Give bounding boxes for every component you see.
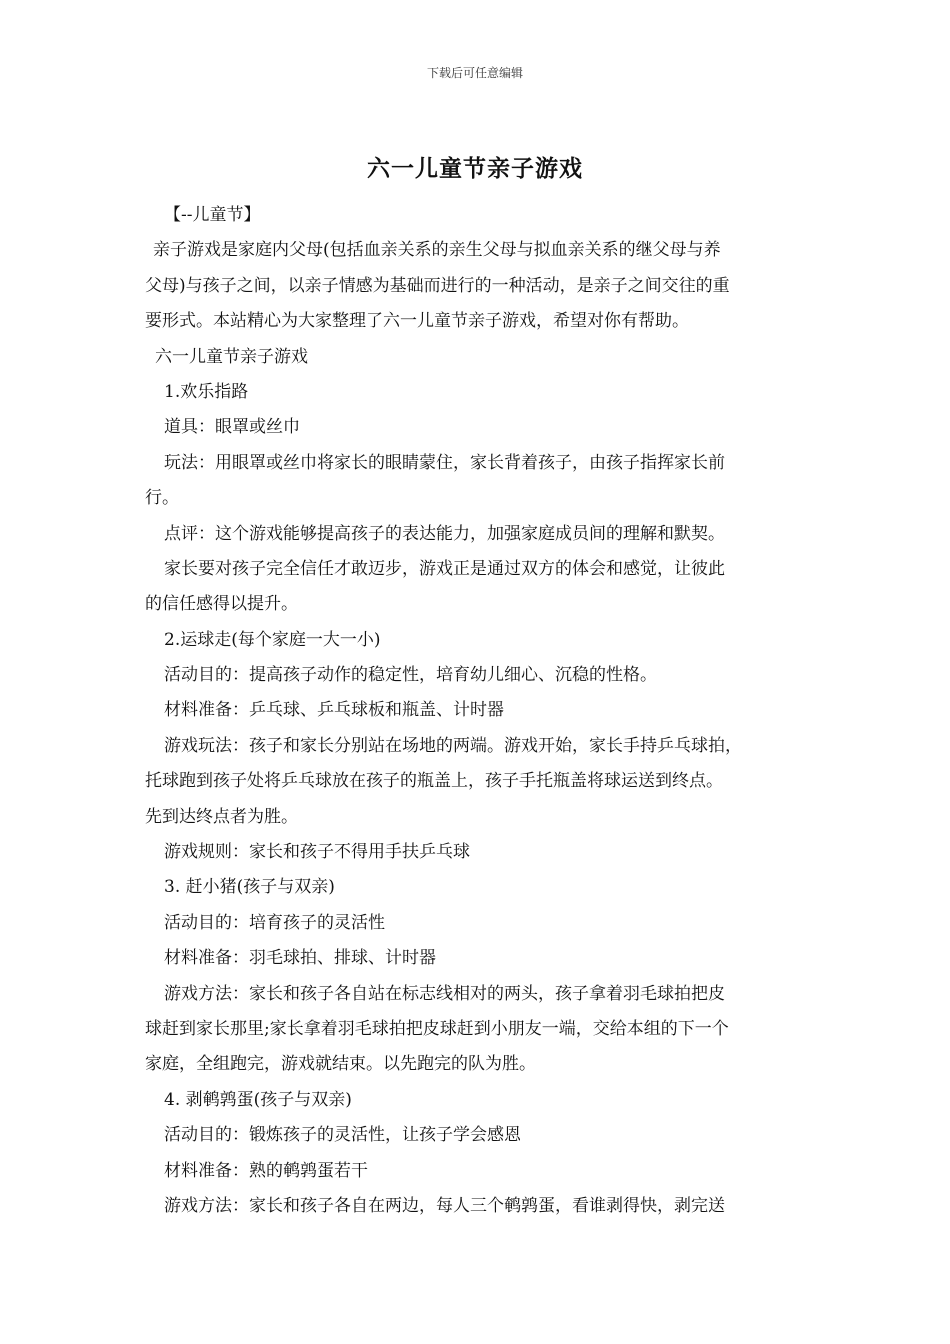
paragraph-line: 游戏方法：家长和孩子各自站在标志线相对的两头，孩子拿着羽毛球拍把皮	[164, 983, 725, 1004]
section-heading: 六一儿童节亲子游戏	[155, 346, 308, 367]
paragraph-line: 材料准备：羽毛球拍、排球、计时器	[164, 948, 436, 969]
document-title: 六一儿童节亲子游戏	[367, 155, 583, 182]
paragraph-line: 游戏规则：家长和孩子不得用手扶乒乓球	[164, 842, 470, 863]
paragraph-line: 活动目的：提高孩子动作的稳定性，培育幼儿细心、沉稳的性格。	[164, 665, 657, 686]
section-tag: 【--儿童节】	[164, 205, 261, 225]
paragraph-line: 道具：眼罩或丝巾	[164, 417, 300, 438]
paragraph-line: 家长要对孩子完全信任才敢迈步，游戏正是通过双方的体会和感觉，让彼此	[164, 558, 725, 579]
game-heading: 2.运球走(每个家庭一大一小)	[164, 629, 381, 650]
paragraph-line: 先到达终点者为胜。	[145, 806, 298, 827]
paragraph-line: 材料准备：熟的鹌鹑蛋若干	[164, 1160, 368, 1181]
game-heading: 3. 赶小猪(孩子与双亲)	[164, 877, 335, 898]
paragraph-line: 玩法：用眼罩或丝巾将家长的眼睛蒙住，家长背着孩子，由孩子指挥家长前	[164, 452, 725, 473]
paragraph-line: 活动目的：锻炼孩子的灵活性，让孩子学会感恩	[164, 1125, 521, 1146]
paragraph-line: 托球跑到孩子处将乒乓球放在孩子的瓶盖上，孩子手托瓶盖将球运送到终点。	[145, 771, 723, 792]
paragraph-line: 亲子游戏是家庭内父母(包括血亲关系的亲生父母与拟血亲关系的继父母与养	[153, 240, 721, 261]
paragraph-line: 行。	[145, 488, 179, 509]
paragraph-line: 活动目的：培育孩子的灵活性	[164, 912, 385, 933]
game-heading: 1.欢乐指路	[164, 381, 249, 402]
paragraph-line: 球赶到家长那里;家长拿着羽毛球拍把皮球赶到小朋友一端，交给本组的下一个	[145, 1018, 729, 1039]
paragraph-line: 家庭，全组跑完，游戏就结束。以先跑完的队为胜。	[145, 1054, 536, 1075]
paragraph-line: 材料准备：乒乓球、乒乓球板和瓶盖、计时器	[164, 700, 504, 721]
paragraph-line: 点评：这个游戏能够提高孩子的表达能力，加强家庭成员间的理解和默契。	[164, 523, 725, 544]
header-note: 下载后可任意编辑	[426, 66, 523, 80]
document-body	[145, 198, 815, 1224]
paragraph-line: 要形式。本站精心为大家整理了六一儿童节亲子游戏，希望对你有帮助。	[145, 311, 689, 332]
paragraph-line: 的信任感得以提升。	[145, 594, 298, 615]
paragraph-line: 父母)与孩子之间，以亲子情感为基础而进行的一种活动，是亲子之间交往的重	[145, 275, 730, 296]
paragraph-line: 游戏玩法：孩子和家长分别站在场地的两端。游戏开始，家长手持乒乓球拍，	[164, 735, 742, 756]
paragraph-line: 游戏方法：家长和孩子各自在两边，每人三个鹌鹑蛋，看谁剥得快，剥完送	[164, 1195, 725, 1216]
game-heading: 4. 剥鹌鹑蛋(孩子与双亲)	[164, 1089, 352, 1110]
